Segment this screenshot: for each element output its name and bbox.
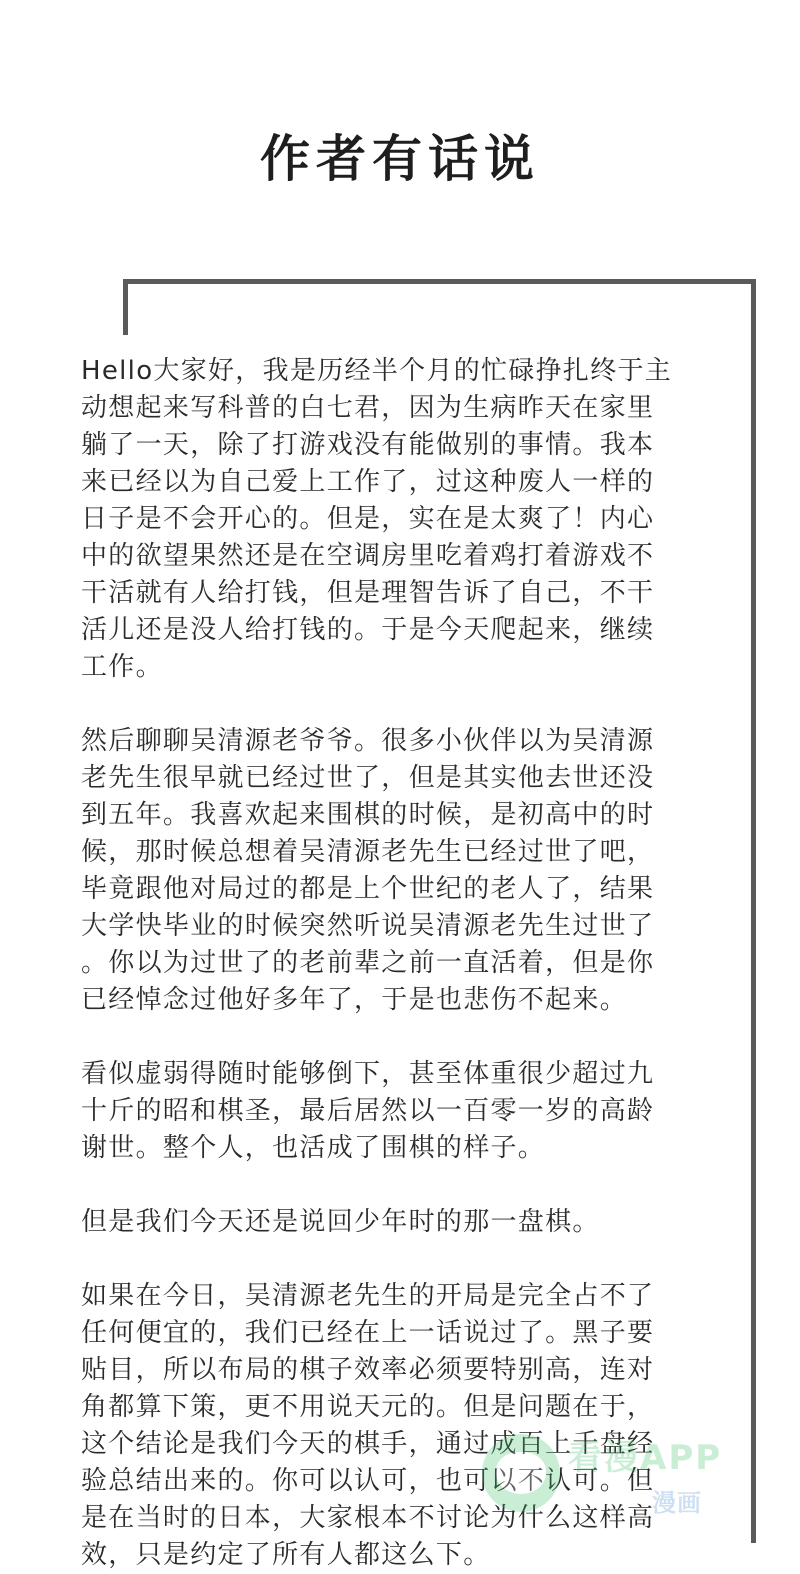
text-line: 来已经以为自己爱上工作了，过这种废人一样的 [81,467,655,497]
text-line: 这个结论是我们今天的棋手，通过成百上千盘经 [81,1429,655,1459]
text-line: 已经悼念过他好多年了，于是也悲伤不起来。 [81,985,628,1015]
paragraph-gap [81,1019,729,1056]
text-line: 看似虚弱得随时能够倒下，甚至体重很少超过九 [81,1059,655,1089]
text-line: 动想起来写科普的白七君，因为生病昨天在家里 [81,393,655,423]
frame-right-border [751,279,756,1543]
text-line: 到五年。我喜欢起来围棋的时候，是初高中的时 [81,800,655,830]
text-line: 如果在今日，吴清源老先生的开局是完全占不了 [81,1281,655,1311]
text-line: 角都算下策，更不用说天元的。但是问题在于， [81,1392,655,1422]
frame-top-border [123,279,756,284]
paragraph-5 [81,1278,729,1574]
text-line: 候，那时候总想着吴清源老先生已经过世了吧， [81,837,655,867]
text-line: 中的欲望果然还是在空调房里吃着鸡打着游戏不 [81,541,655,571]
paragraph-3 [81,1056,729,1167]
text-line: Hello大家好，我是历经半个月的忙碌挣扎终于主 [81,356,673,386]
text-line: 是在当时的日本，大家根本不讨论为什么这样高 [81,1503,655,1533]
text-line: 效，只是约定了所有人都这么下。 [81,1540,491,1570]
text-line: 老先生很早就已经过世了，但是其实他去世还没 [81,763,655,793]
watermark-app-name: 看漫APP [568,1438,723,1478]
paragraph-gap [81,1167,729,1204]
page-title: 作者有话说 [260,129,540,188]
text-line: 任何便宜的，我们已经在上一话说过了。黑子要 [81,1318,655,1348]
text-line: 毕竟跟他对局过的都是上个世纪的老人了，结果 [81,874,655,904]
text-line: 日子是不会开心的。但是，实在是太爽了！内心 [81,504,655,534]
text-line: 十斤的昭和棋圣，最后居然以一百零一岁的高龄 [81,1096,655,1126]
text-line: 贴目，所以布局的棋子效率必须要特别高，连对 [81,1355,655,1385]
text-line: 谢世。整个人，也活成了围棋的样子。 [81,1133,546,1163]
text-line: 。你以为过世了的老前辈之前一直活着，但是你 [81,948,655,978]
text-line: 但是我们今天还是说回少年时的那一盘棋。 [81,1207,600,1237]
text-line: 躺了一天，除了打游戏没有能做别的事情。我本 [81,430,655,460]
text-line: 工作。 [81,652,163,682]
paragraph-2 [81,723,729,1019]
paragraph-gap [81,686,729,723]
text-line: 大学快毕业的时候突然听说吴清源老先生过世了 [81,911,655,941]
watermark-subtitle: 漫画 [652,1489,702,1517]
text-line: 活儿还是没人给打钱的。于是今天爬起来，继续 [81,615,655,645]
paragraph-gap [81,1241,729,1278]
paragraph-1 [81,353,729,686]
paragraph-4 [81,1204,729,1241]
frame-left-border [123,279,128,335]
article-body [81,353,729,1574]
text-line: 然后聊聊吴清源老爷爷。很多小伙伴以为吴清源 [81,726,655,756]
text-line: 验总结出来的。你可以认可，也可以不认可。但 [81,1466,655,1496]
text-line: 干活就有人给打钱，但是理智告诉了自己，不干 [81,578,655,608]
